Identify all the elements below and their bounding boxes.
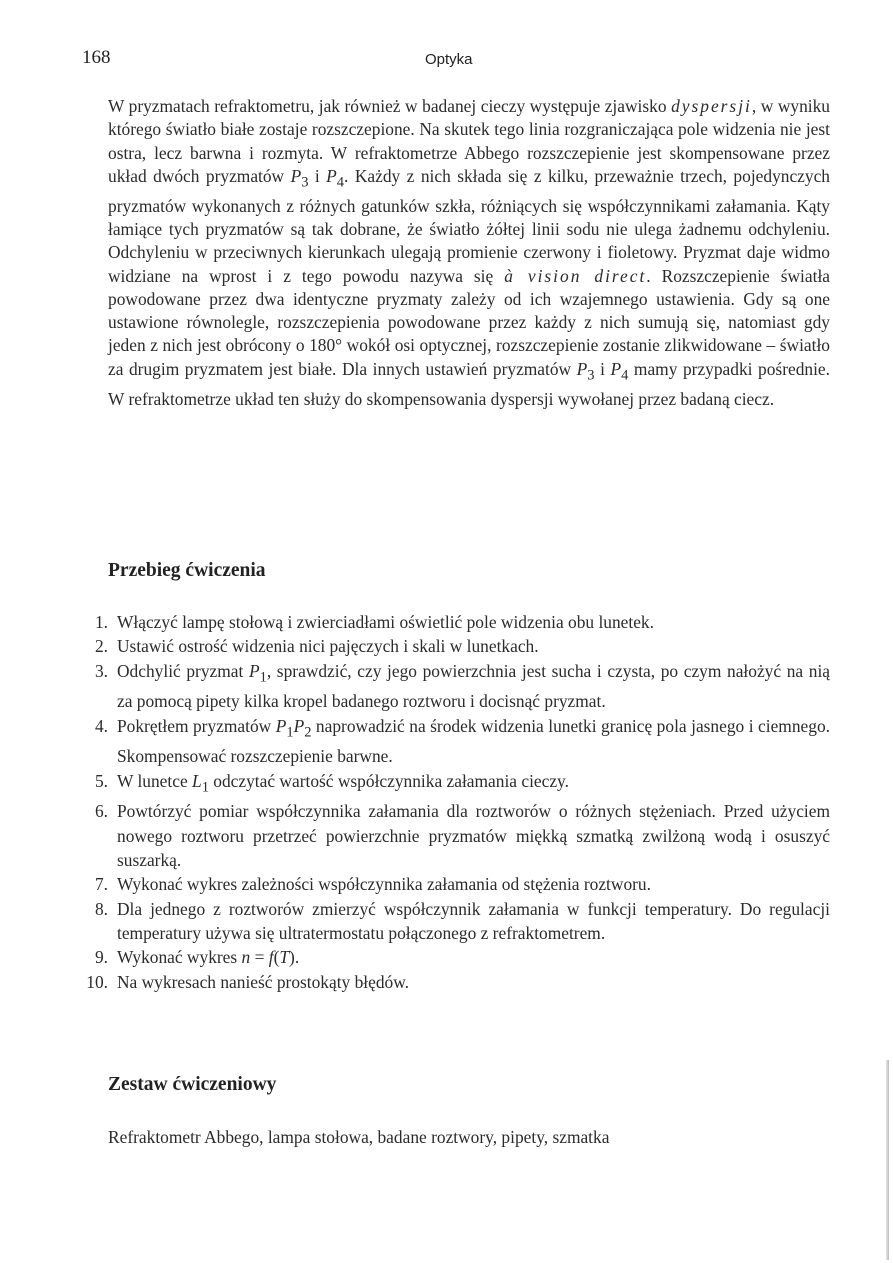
page-number: 168 — [82, 47, 111, 68]
list-item — [70, 970, 830, 994]
symbol-p3-subscript: 3 — [301, 174, 309, 191]
step-text: Ustawić ostrość widzenia nici pajęczych i skali w lunetkach. — [117, 636, 539, 657]
step-number: 8. — [94, 898, 108, 919]
symbol-p2-subscript: 2 — [304, 724, 312, 741]
intro-paragraph — [108, 95, 830, 411]
symbol-l1: L — [192, 770, 202, 791]
running-header — [82, 47, 893, 75]
step-number: 3. — [94, 660, 108, 681]
step-text-cont: , sprawdzić, czy jego powierzchnia jest sucha i czysta, po czym nałożyć na nią za pomocą pipety kilka kropel badanego roztworu i docisnąć pryzmat. — [117, 660, 830, 712]
term-dispersion: dyspersji — [671, 96, 752, 116]
step-text-cont: naprowadzić na środek widzenia lunetki granicę pola jasnego i ciemnego. Skompensować rozszczepienie barwne. — [117, 715, 830, 767]
symbol-l1-subscript: 1 — [201, 779, 209, 796]
list-item — [70, 659, 830, 714]
page-edge-shadow — [886, 1060, 889, 1260]
step-text: W lunetce — [117, 770, 193, 791]
step-number: 6. — [94, 801, 108, 822]
step-number: 4. — [94, 715, 108, 736]
list-item — [70, 610, 830, 634]
intro-text-6: i — [594, 358, 611, 379]
symbol-p4: P — [326, 165, 337, 186]
step-number: 5. — [94, 770, 108, 791]
section-title-equipment: Zestaw ćwiczeniowy — [108, 1074, 277, 1095]
step-text-cont: odczytać wartość współczynnika załamania cieczy. — [208, 770, 569, 791]
symbol-p1: P — [248, 660, 260, 681]
step-number: 1. — [94, 612, 108, 632]
symbol-t: T — [279, 947, 290, 968]
symbol-p4-subscript: 4 — [336, 174, 345, 191]
list-item — [70, 897, 830, 946]
symbol-p1-subscript: 1 — [259, 669, 267, 686]
list-item — [70, 714, 830, 769]
symbol-p1-subscript: 1 — [286, 724, 294, 741]
step-number: 10. — [86, 971, 108, 992]
step-number: 7. — [94, 874, 108, 895]
step-text: Włączyć lampę stołową i zwierciadłami oświetlić pole widzenia obu lunetek. — [117, 612, 654, 632]
paren-open: ( — [273, 947, 280, 968]
intro-text-2: , w wyniku którego światło białe zostaje rozszczepione. Na skutek tego linia rozgraniczająca pole widzenia nie jest ostra, lecz barwna i rozmyta. W refraktometrze Abbego rozszczepienie jest skompensowane przez układ dwóch pryzmatów — [108, 96, 830, 186]
list-item — [70, 945, 830, 969]
intro-text-7: mamy przypadki pośrednie. W refraktometrze układ ten służy do skompensowania dyspersji wywołanej przez badaną ciecz. — [108, 358, 830, 409]
step-text: Odchylić pryzmat — [117, 660, 249, 681]
step-text: Wykonać wykres — [117, 947, 242, 968]
symbol-p3: P — [576, 358, 588, 379]
step-text: Na wykresach nanieść prostokąty błędów. — [117, 971, 410, 992]
term-vision-direct: à vision direct — [504, 265, 647, 286]
step-number: 9. — [94, 947, 108, 968]
symbol-p4-subscript: 4 — [621, 367, 629, 384]
step-text: Pokrętłem pryzmatów — [117, 715, 276, 736]
step-text: Wykonać wykres zależności współczynnika załamania od stężenia roztworu. — [117, 874, 651, 895]
intro-text-5: . Rozszczepienie światła powodowane przez dwa identyczne pryzmaty zależy od ich wzajemnego ustawienia. Gdy są one ustawione równolegle, rozszczepienia powodowane przez każdy z nich sumują się, natomiast gdy jeden z nich jest obrócony o 180° wokół osi optycznej, rozszczepienie zostanie zlikwidowane – światło za drugim pryzmatem jest białe. Dla innych ustawień pryzmatów — [108, 265, 830, 379]
step-number: 2. — [94, 636, 108, 657]
symbol-p2: P — [293, 715, 305, 736]
symbol-p4: P — [610, 358, 622, 379]
procedure-steps — [70, 610, 830, 994]
list-item — [70, 872, 830, 896]
symbol-p3: P — [290, 165, 302, 186]
intro-text-3: i — [308, 165, 327, 186]
equipment-text: Refraktometr Abbego, lampa stołowa, badane roztwory, pipety, szmatka — [108, 1127, 610, 1147]
paren-close: ). — [289, 947, 300, 968]
section-title-procedure: Przebieg ćwiczenia — [108, 560, 266, 581]
intro-text-4: . Każdy z nich składa się z kilku, przeważnie trzech, pojedynczych pryzmatów wykonanych z różnych gatunków szkła, różniących się współczynnikami załamania. Kąty łamiące tych pryzmatów są tak dobrane, że światło żółtej linii sodu nie ulega żadnemu odchyleniu. Odchyleniu w przeciwnych kierunkach ulegają promienie czerwony i fioletowy. Pryzmat daje widmo widziane na wprost i z tego powodu nazywa się — [108, 165, 831, 286]
intro-text-1: W pryzmatach refraktometru, jak również w badanej cieczy występuje zjawisko — [108, 96, 672, 116]
symbol-n: n — [241, 947, 251, 968]
intro-section — [108, 95, 830, 411]
list-item — [70, 634, 830, 658]
step-text: Dla jednego z roztworów zmierzyć współczynnik załamania w funkcji temperatury. Do regulacji temperatury używa się ultratermostatu połączonego z refraktometrem. — [117, 898, 830, 943]
equals-sign: = — [250, 947, 269, 968]
step-text: Powtórzyć pomiar współczynnika załamania dla roztworów o różnych stężeniach. Przed użyciem nowego roztworu przetrzeć powierzchnie pryzmatów miękką szmatką zwilżoną wodą i osuszyć suszarką. — [117, 801, 830, 871]
symbol-p1: P — [275, 715, 287, 736]
symbol-f: f — [268, 947, 274, 968]
running-title: Optyka — [425, 51, 473, 68]
list-item — [70, 769, 830, 800]
list-item — [70, 799, 830, 872]
symbol-p3-subscript: 3 — [587, 367, 595, 384]
